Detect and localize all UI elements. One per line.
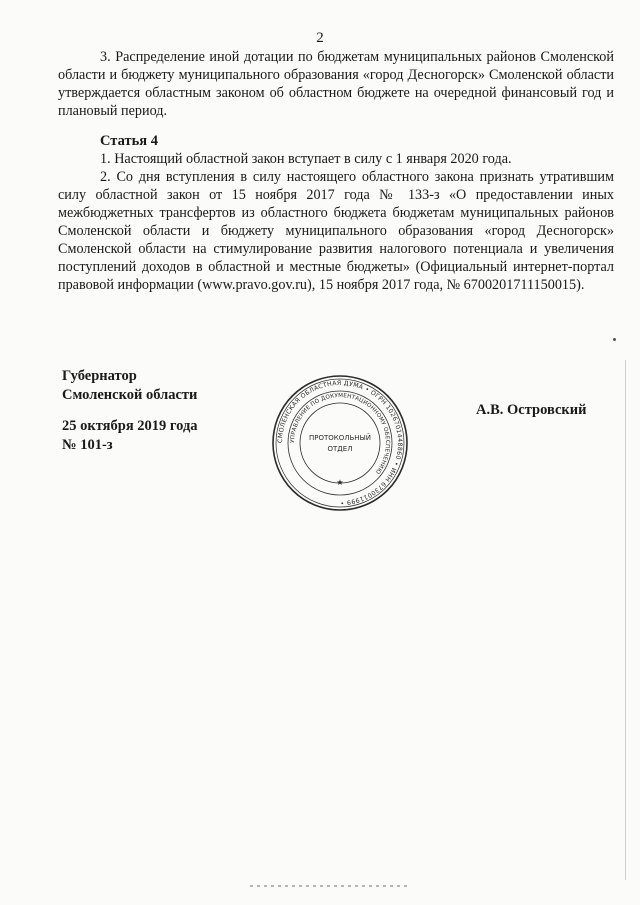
stamp-star-icon: ★ <box>336 478 344 487</box>
law-date: 25 октября 2019 года <box>62 418 198 434</box>
official-stamp <box>270 373 410 513</box>
signature-date-block <box>62 417 198 455</box>
stamp-ring-text: СМОЛЕНСКАЯ ОБЛАСТНАЯ ДУМА • ОГРН 1026701448860 • ИНН 6730011999 • <box>276 379 404 507</box>
stamp-inner-ring-text: УПРАВЛЕНИЕ ПО ДОКУМЕНТАЦИОННОМУ ОБЕСПЕЧЕНИЮ <box>289 392 391 475</box>
stamp-center-line-1: ПРОТОКОЛЬНЫЙ <box>308 434 372 442</box>
stamp-center-line-2: ОТДЕЛ <box>327 445 353 453</box>
scan-bottom-marks <box>250 885 410 887</box>
law-number: № 101-з <box>62 437 113 453</box>
signatory-position <box>62 367 197 405</box>
scan-edge-line <box>625 360 626 880</box>
signatory-name: А.В. Островский <box>476 402 587 418</box>
article-item-2: 2. Со дня вступления в силу настоящего областного закона признать утратившим силу областной закон от 15 ноября 2017 года № 133-з «О предоставлении иных межбюджетных трансфертов из областного бюджета бюджетам муниципальных районов Смоленской области и бюджету муниципального образования «город Десногорск» Смоленской области на стимулирование развития налогового потенциала и увеличения поступлений доходов в областной и местные бюджеты» (Официальный интернет-портал правовой информации (www.pravo.gov.ru), 15 ноября 2017 года, № 6700201711150015). <box>58 169 614 293</box>
position-line-1: Губернатор <box>62 368 137 384</box>
paragraph-3: 3. Распределение иной дотации по бюджетам муниципальных районов Смоленской области и бюджету муниципального образования «город Десногорск» Смоленской области утверждается областным законом об областном бюджете на очередной финансовый год и плановый период. <box>58 49 614 119</box>
position-line-2: Смоленской области <box>62 387 198 403</box>
page-number: 2 <box>316 30 324 46</box>
article-item-1: 1. Настоящий областной закон вступает в силу с 1 января 2020 года. <box>100 151 512 167</box>
article-title: Статья 4 <box>100 133 158 149</box>
scan-speck <box>613 338 616 341</box>
